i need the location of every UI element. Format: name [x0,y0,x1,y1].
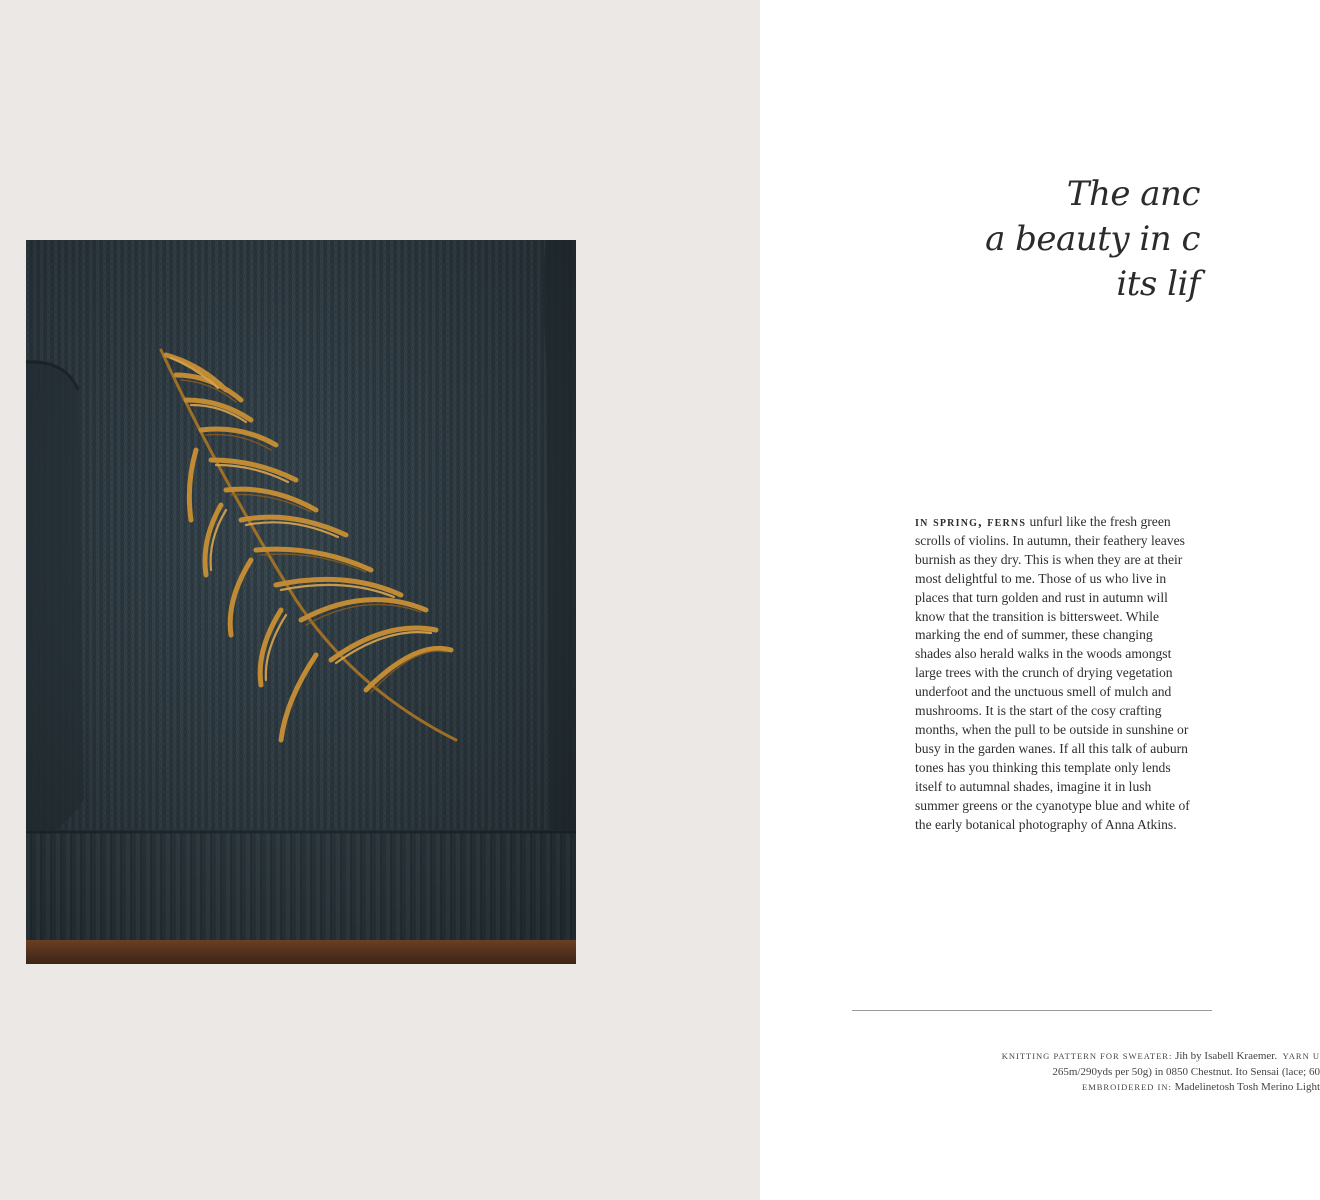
credits [850,1049,1320,1096]
yarn-label: YARN U [1282,1051,1320,1061]
pattern-value: Jih by Isabell Kraemer. [1175,1050,1278,1062]
pull-quote-line: a beauty in c [985,219,1200,259]
body-lead-in: in spring, ferns [915,514,1027,529]
divider [852,1010,1212,1011]
pattern-label: KNITTING PATTERN FOR SWEATER: [1001,1051,1173,1061]
credits-line-3 [850,1080,1320,1096]
embroidered-value: Madelinetosh Tosh Merino Light [1174,1081,1320,1093]
sweater-fern-photo [26,240,576,964]
right-page [760,0,1320,1200]
body-paragraph [915,513,1190,834]
credits-line-1 [850,1049,1320,1065]
pull-quote-line: its lif [1116,264,1200,304]
credits-line-2: 265m/290yds per 50g) in 0850 Chestnut. Ito Sensai (lace; 60 [1052,1065,1320,1078]
pull-quote [800,172,1240,307]
body-text: unfurl like the fresh green scrolls of violins. In autumn, their feathery leaves burnish as they dry. This is when they are at their most delightful to me. Those of us who live in places that turn golden and rust in autumn will know that the transition is bittersweet. While marking the end of summer, these changing shades also herald walks in the woods amongst large trees with the crunch of drying vegetation underfoot and the unctuous smell of mulch and mushrooms. It is the start of the cosy crafting months, when the pull to be outside in sunshine or busy in the garden wanes. If all this talk of auburn tones has you thinking this template only lends itself to autumnal shades, imagine it in lush summer greens or the cyanotype blue and white of the early botanical photography of Anna Atkins. [915,514,1190,832]
embroidered-label: EMBROIDERED IN: [1082,1082,1172,1092]
pull-quote-line: The anc [1066,174,1200,214]
